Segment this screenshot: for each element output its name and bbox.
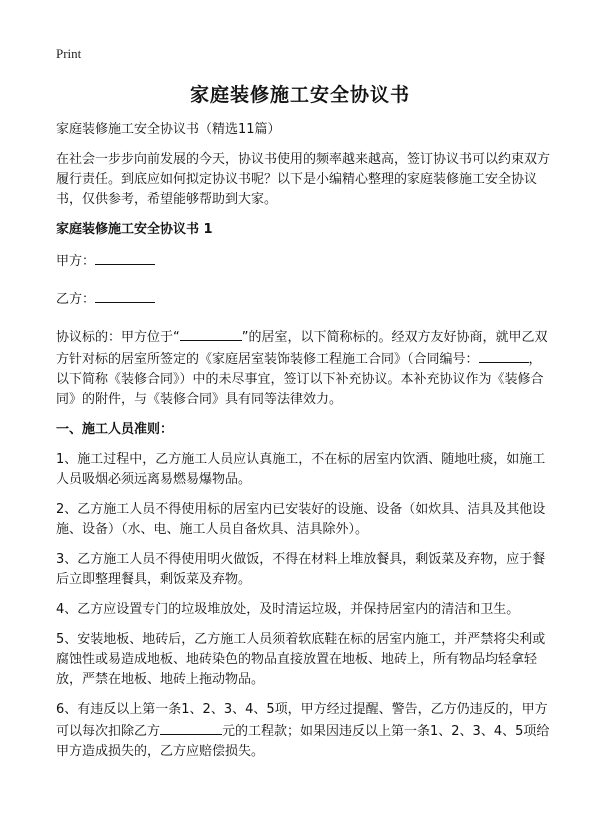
agreement-1-title: 家庭装修施工安全协议书 1 [56,222,213,237]
print-link[interactable]: Print [56,46,82,61]
section-1-title: 一、施工人员准则： [56,422,174,437]
deduction-amount-blank [160,720,222,735]
party-b-line [56,288,550,310]
rule6-text-2: 元的工程款；如果因违反以上第一条1、2、3、4、5项给甲方造成损失的，乙方应赔偿损失。 [56,724,550,759]
address-blank [180,326,242,341]
document-subtitle: 家庭装修施工安全协议书（精选11篇） [56,122,281,137]
intro-paragraph: 在社会一步步向前发展的今天，协议书使用的频率越来越高，签订协议书可以约束双方履行责任。到底应如何拟定协议书呢？以下是小编精心整理的家庭装修施工安全协议书，仅供参考，希望能够帮助到大家。 [56,152,551,207]
rule6-text-1: 6、有违反以上第一条1、2、3、4、5项，甲方经过提醒、警告，乙方仍违反的，甲方可以每次扣除乙方 [56,702,548,739]
rule-item: 4、乙方应设置专门的垃圾堆放处，及时清运垃圾，并保持居室内的清洁和卫生。 [56,602,520,617]
party-b-blank [95,288,155,303]
rule-item: 1、施工过程中，乙方施工人员应认真施工，不在标的居室内饮酒、随地吐痰，如施工人员吸烟必须远离易燃易爆物品。 [56,452,546,487]
rule-item: 2、乙方施工人员不得使用标的居室内已安装好的设施、设备（如炊具、洁具及其他设施、设备）（水、电、施工人员自备炊具、洁具除外）。 [56,502,546,537]
party-a-line [56,250,550,272]
document-title: 家庭装修施工安全协议书 [189,84,410,106]
party-a-label: 甲方： [56,254,96,269]
party-a-blank [95,250,155,265]
party-b-label: 乙方： [56,292,96,307]
object-text-3: ，以下简称《装修合同》）中的未尽事宜，签订以下补充协议。本补充协议作为《装修合同》的附件，与《装修合同》具有同等法律效力。 [56,352,544,407]
rule-item: 5、安装地板、地砖后，乙方施工人员须着软底鞋在标的居室内施工，并严禁将尖利或腐蚀性或易造成地板、地砖染色的物品直接放置在地板、地砖上，所有物品均轻拿轻放，严禁在地板、地砖上拖动物品。 [56,632,546,687]
document-body [56,120,550,772]
rule-item: 3、乙方施工人员不得使用明火做饭，不得在材料上堆放餐具，剩饭菜及弃物，应于餐后立即整理餐具，剩饭菜及弃物。 [56,552,546,587]
object-text-1: 协议标的：甲方位于“ [56,330,180,345]
rule-item-6 [56,700,550,762]
agreement-object-paragraph [56,326,550,410]
object-text-2: ”的居室，以下简称标的。经双方友好协商，就甲乙双方针对标的居室所签定的《家庭居室装饰装修工程施工合同》（合同编号： [56,330,548,367]
contract-number-blank [479,348,529,363]
